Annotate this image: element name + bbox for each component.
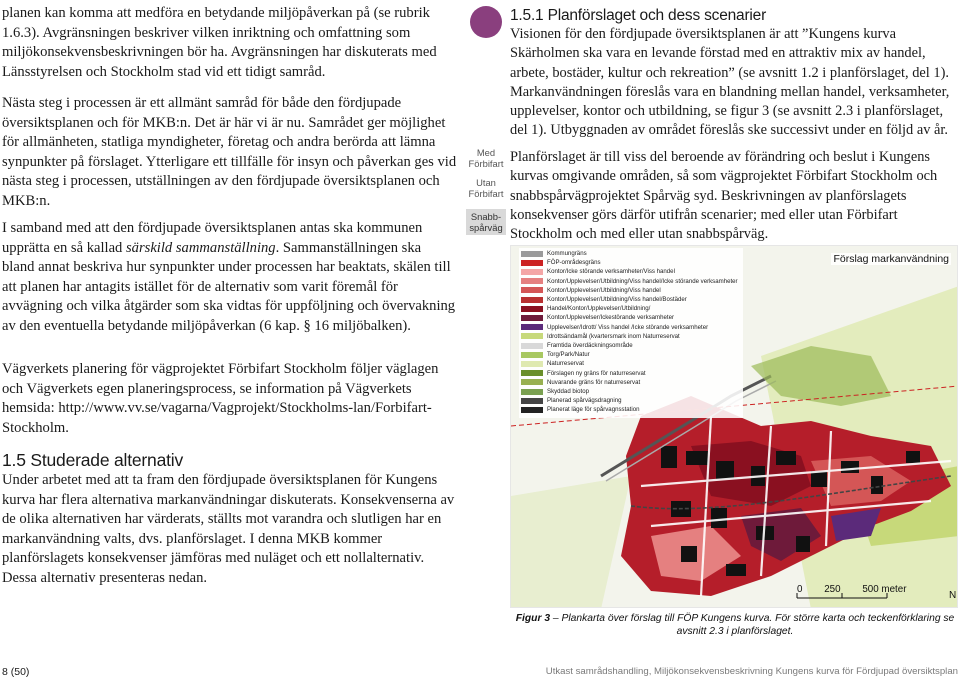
- map-scale-label: 0 250 500 meter: [797, 584, 907, 595]
- legend-label: Torg/Park/Natur: [547, 351, 590, 359]
- legend-label: Planerad spårvägsdragning: [547, 397, 622, 405]
- paragraph-avgransning: planen kan komma att medföra en betydande miljöpåverkan på (se rubrik 1.6.3). Avgränsningen beskriver vilken inriktning och omfattning som miljökonsekvensbeskrivningen bör ha. Avgränsningen har diskuterats med Länsstyrelsen och Stockholm stad vid ett tidigt samråd.: [2, 5, 437, 80]
- legend-label: Framtida överdäckningsområde: [547, 342, 633, 350]
- legend-swatch: [521, 343, 543, 349]
- legend-swatch: [521, 297, 543, 303]
- figure-number: Figur 3: [515, 613, 551, 624]
- legend-label: Naturreservat: [547, 360, 584, 368]
- figure-caption-text: – Plankarta över förslag till FÖP Kungens kurva. För större karta och teckenförklaring se avsnitt 2.3 i planförslaget.: [550, 613, 955, 637]
- left-column-4: [2, 360, 457, 438]
- legend-item: [521, 388, 741, 395]
- legend-label: Kontor/Upplevelser/Ickestörande verksamheter: [547, 314, 675, 322]
- section-marker-dot: [470, 6, 502, 38]
- land-use-map: [510, 245, 958, 608]
- left-column-3: [2, 219, 457, 337]
- legend-item: [521, 397, 741, 404]
- paragraph-studerade-alternativ: Under arbetet med att ta fram den fördjupade översiktsplanen för Kungens kurva har flera alternativa markanvändningar diskuterats. Konsekvenserna av de olika alternativen har värderats, ställts mot varandra och slutligen har en markanvändning valts, dvs. planförslaget. I denna MKB kommer planförslagets konsekvenser jämföras med nuläget och ett nollalternativ. Dessa alternativ presenteras nedan.: [2, 472, 455, 586]
- paragraph-vagverket: Vägverkets planering för vägprojektet Förbifart Stockholm följer väglagen och Vägverkets egen planeringsprocess, se information på Vägverkets hemsida: http://www.vv.se/vagarna/Vagprojekt/Stockholms-lan/Forbifart-Stockholm.: [2, 361, 439, 436]
- tag-med-forbifart: Med Förbifart: [468, 147, 504, 169]
- left-column: [2, 4, 457, 82]
- paragraph-sammanstallning: I samband med att den fördjupade översiktsplanen antas ska kommunen upprätta en så kallad särskild sammanställning. Sammanställningen ska bland annat beskriva hur synpunkter under processen har beaktats, skälen till att planen har antagits istället för de alternativ som varit föremål för avvägning och vilka åtgärder som ska vidtas för uppföljning och övervakning av den eventuella betydande miljöpåverkan (6 kap. § 16 miljöbalken).: [2, 220, 456, 334]
- legend-swatch: [521, 306, 543, 312]
- section-heading-1-5-1: 1.5.1 Planförslaget och dess scenarier: [510, 7, 767, 24]
- page-number: 8 (50): [2, 666, 30, 678]
- legend-item: [521, 342, 741, 349]
- right-column: [510, 25, 958, 141]
- section-heading-1-5: 1.5 Studerade alternativ: [2, 450, 184, 470]
- legend-swatch: [521, 333, 543, 339]
- paragraph-visionen: Visionen för den fördjupade översiktsplanen är att ”Kungens kurva Skärholmen ska vara en levande förstad med en attraktiv mix av handel, arbete, bostäder, kultur och rekreation” (se avsnitt 1.2 i planförslaget, del 1). Markanvändningen föreslås vara en blandning mellan handel, verksamheter, upplevelser, kontor och utbildning, se figur 3 (se avsnitt 2.3 i planförslaget, del 1). Utbyggnaden av området föreslås ske successivt under en följd av år.: [510, 26, 950, 139]
- tag-utan-forbifart: Utan Förbifart: [468, 177, 504, 199]
- right-column-2: [510, 148, 958, 244]
- legend-item: [521, 379, 741, 386]
- legend-label: Handel/Kontor/Upplevelser/Utbildning/: [547, 305, 651, 313]
- legend-swatch: [521, 361, 543, 367]
- legend-swatch: [521, 278, 543, 284]
- legend-item: [521, 268, 741, 275]
- legend-label: Förslagen ny gräns för naturreservat: [547, 369, 646, 377]
- legend-swatch: [521, 379, 543, 385]
- legend-item: [521, 250, 741, 257]
- legend-swatch: [521, 407, 543, 413]
- legend-label: Kontor/Upplevelser/Utbildning/Viss handel/Icke störande verksamheter: [547, 277, 738, 285]
- map-title: Förslag markanvändning: [833, 253, 949, 265]
- legend-swatch: [521, 287, 543, 293]
- legend-swatch: [521, 251, 543, 257]
- legend-label: Kontor/Icke störande verksamheter/Viss handel: [547, 268, 675, 276]
- legend-item: [521, 351, 741, 358]
- left-column-2: [2, 94, 457, 212]
- left-column-5: [2, 471, 457, 589]
- legend-label: Kommungräns: [547, 250, 587, 257]
- paragraph-nasta-steg: Nästa steg i processen är ett allmänt samråd för både den fördjupade översiktsplanen och för MKB:n. Det är här vi är nu. Samrådet ger möjlighet för allmänheten, statliga myndigheter, företag och andra berörda att lämna synpunkter på förslaget. Ytterligare ett tillfälle för insyn och påverkan ges vid nästa steg i processen, utställningen av den fördjupade översiktsplanen och MKB:n.: [2, 95, 457, 209]
- legend-label: Upplevelser/Idrott/ Viss handel /Icke störande verksamheter: [547, 323, 709, 331]
- legend-item: [521, 324, 741, 331]
- legend-label: FÖP-områdesgräns: [547, 259, 601, 267]
- legend-label: Kontor/Upplevelser/Utbildning/Viss handel/Bostäder: [547, 296, 687, 304]
- legend-item: [521, 406, 741, 413]
- footer-document-title: Utkast samrådshandling, Miljökonsekvensbeskrivning Kungens kurva för Fördjupad översiktsplan: [545, 666, 958, 677]
- legend-label: Skyddad biotop: [547, 388, 590, 396]
- legend-swatch: [521, 370, 543, 376]
- legend-label: Kontor/Upplevelser/Utbildning/Viss handel: [547, 286, 661, 294]
- paragraph-scenarier: Planförslaget är till viss del beroende av förändring och beslut i Kungens kurvas omgivande områden, så som vägprojektet Förbifart Stockholm och snabbspårvägprojektet Spårväg syd. Beskrivningen av planförslagets konsekvenser görs därför utifrån scenarier; med eller utan Förbifart Stockholm och med eller utan snabbspårväg.: [510, 149, 938, 243]
- legend-swatch: [521, 269, 543, 275]
- legend-label: Nuvarande gräns för naturreservat: [547, 378, 641, 386]
- legend-swatch: [521, 324, 543, 330]
- map-legend: [519, 248, 743, 418]
- legend-swatch: [521, 398, 543, 404]
- legend-item: [521, 259, 741, 266]
- legend-item: [521, 278, 741, 285]
- legend-item: [521, 305, 741, 312]
- legend-swatch: [521, 389, 543, 395]
- legend-swatch: [521, 315, 543, 321]
- legend-item: [521, 314, 741, 321]
- legend-label: Idrottsändamål (kvartersmark inom Naturreservat: [547, 332, 680, 340]
- figure-caption: [512, 612, 958, 638]
- legend-label: Planerat läge för spårvagnsstation: [547, 406, 640, 414]
- legend-item: [521, 287, 741, 294]
- tag-snabbsparvag: Snabb-spårväg: [466, 209, 506, 235]
- legend-item: [521, 370, 741, 377]
- legend-item: [521, 333, 741, 340]
- svg-text:N: N: [949, 590, 957, 601]
- legend-swatch: [521, 260, 543, 266]
- legend-item: [521, 296, 741, 303]
- legend-swatch: [521, 352, 543, 358]
- legend-item: [521, 360, 741, 367]
